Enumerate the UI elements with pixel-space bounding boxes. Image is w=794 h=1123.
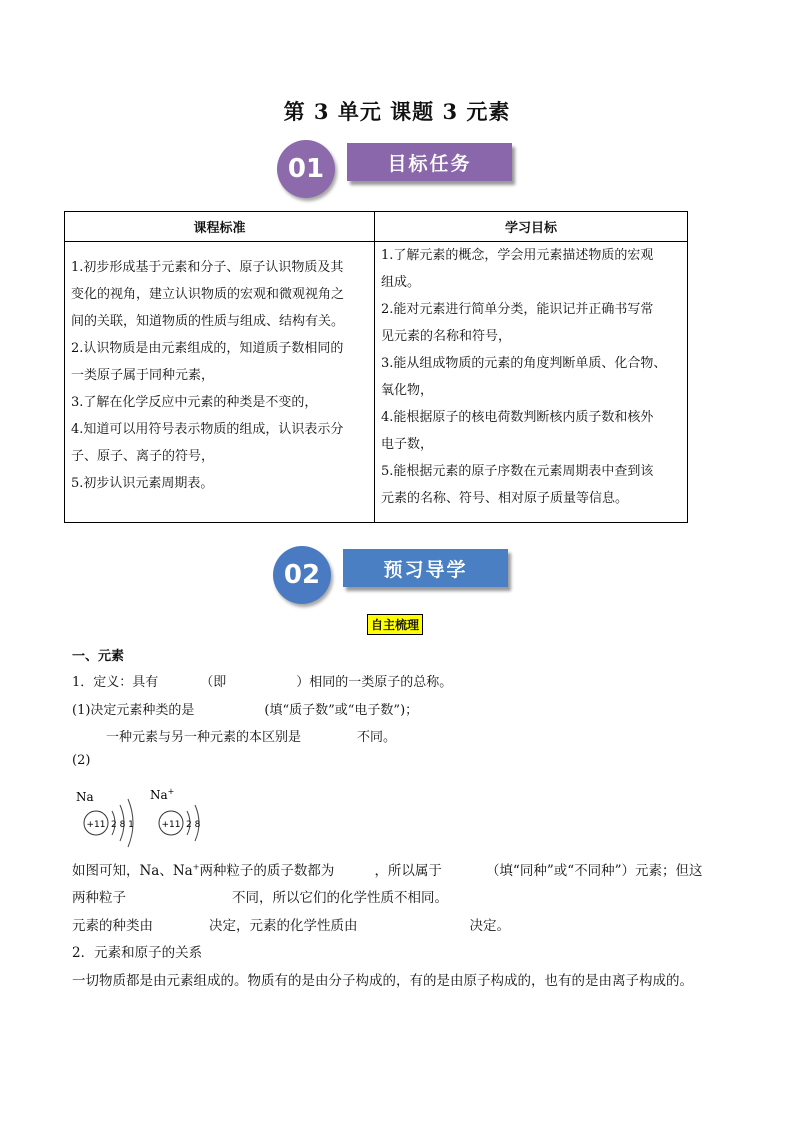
objective-line: 元素的名称、符号、相对原子质量等信息。 [381,491,629,506]
text-segment: （即 [200,675,227,690]
section-banner-goals [277,140,517,200]
standard-line: 4.知道可以用符号表示物质的组成，认识表示分 [71,422,344,437]
standard-line: 一类原子属于同种元素， [71,368,215,383]
objectives-cell [375,242,688,523]
na-atom-label: Na [76,790,94,804]
standard-line: 1.初步形成基于元素和分子、原子认识物质及其 [71,260,344,275]
text-segment: 元素的种类由 [72,918,153,934]
text-segment: ）相同的一类原子的总称。 [296,675,453,690]
table-header-objectives: 学习目标 [375,212,688,242]
page-title: 第 3 单元 课题 3 元素 [283,99,511,124]
section-label: 目标任务 [347,143,512,181]
goals-table [64,211,688,523]
standard-line: 5.初步认识元素周期表。 [71,476,214,491]
section-label: 预习导学 [343,549,508,587]
text-segment: 1．定义：具有 [72,675,159,690]
standard-cell [65,242,375,523]
text-segment: 一种元素与另一种元素的本区别是 [106,730,302,745]
objective-line: 氧化物， [381,383,434,398]
standard-line: 2.认识物质是由元素组成的，知道质子数相同的 [71,341,344,356]
heading-element: 一、元素 [72,649,125,664]
objective-line: 5.能根据元素的原子序数在元素周期表中查到该 [381,464,654,479]
text-segment: 不同。 [357,730,397,745]
standard-line: 间的关联，知道物质的性质与组成、结构有关。 [71,314,345,329]
objective-line: 电子数， [381,437,434,452]
paragraph-1-line-1 [72,859,703,879]
na-electron-counts: 2 8 1 [111,820,134,830]
atom-structure-diagram [74,783,214,853]
section-banner-preview [273,546,523,606]
text-segment: 决定，元素的化学性质由 [209,918,358,934]
question-2-label: (2) [72,753,91,768]
text-segment: 两种粒子 [72,890,126,906]
objective-line: 4.能根据原子的核电荷数判断核内质子数和核外 [381,410,654,425]
section-number: 02 [273,546,331,604]
text-segment: (填“质子数”或“电子数”)； [264,703,419,718]
paragraph-3: 一切物质都是由元素组成的。物质有的是由分子构成的，有的是由原子构成的，也有的是由离子构成的。 [72,973,693,989]
na-ion-electron-counts: 2 8 [186,820,201,830]
self-study-tag: 自主梳理 [367,614,423,635]
objective-line: 2.能对元素进行简单分类，能识记并正确书写常 [381,302,654,317]
text-segment: ，所以属于 [374,863,442,879]
text-segment: 两种粒子的质子数都为 [199,863,335,879]
table-header-standard: 课程标准 [65,212,375,242]
standard-line: 3.了解在化学反应中元素的种类是不变的， [71,395,318,410]
question-1c-line [106,726,396,745]
question-1-line [72,699,418,718]
objective-line: 组成。 [381,275,421,290]
paragraph-2 [72,914,510,934]
na-ion-label: Na+ [150,787,175,802]
objective-line: 1.了解元素的概念，学会用元素描述物质的宏观 [381,248,654,263]
standard-line: 变化的视角，建立认识物质的宏观和微观视角之 [71,287,345,302]
superscript: + [192,862,200,872]
text-segment: 不同，所以它们的化学性质不相同。 [232,890,448,906]
text-segment: 如图可知，Na、Na [72,863,193,879]
text-segment: （填“同种”或“不同种”）元素；但这 [485,863,703,879]
text-segment: 决定。 [469,918,510,934]
heading-element-atom-relation: 2．元素和原子的关系 [72,945,203,961]
definition-line [72,671,452,690]
objective-line: 3.能从组成物质的元素的角度判断单质、化合物、 [381,356,667,371]
section-number: 01 [277,140,335,198]
text-segment: (1)决定元素种类的是 [72,703,195,718]
na-ion-nucleus-charge: +11 [161,820,181,830]
na-nucleus-charge: +11 [86,820,106,830]
standard-line: 子、原子、离子的符号， [71,449,215,464]
paragraph-1-line-2 [72,886,448,906]
objective-line: 见元素的名称和符号， [381,329,512,344]
